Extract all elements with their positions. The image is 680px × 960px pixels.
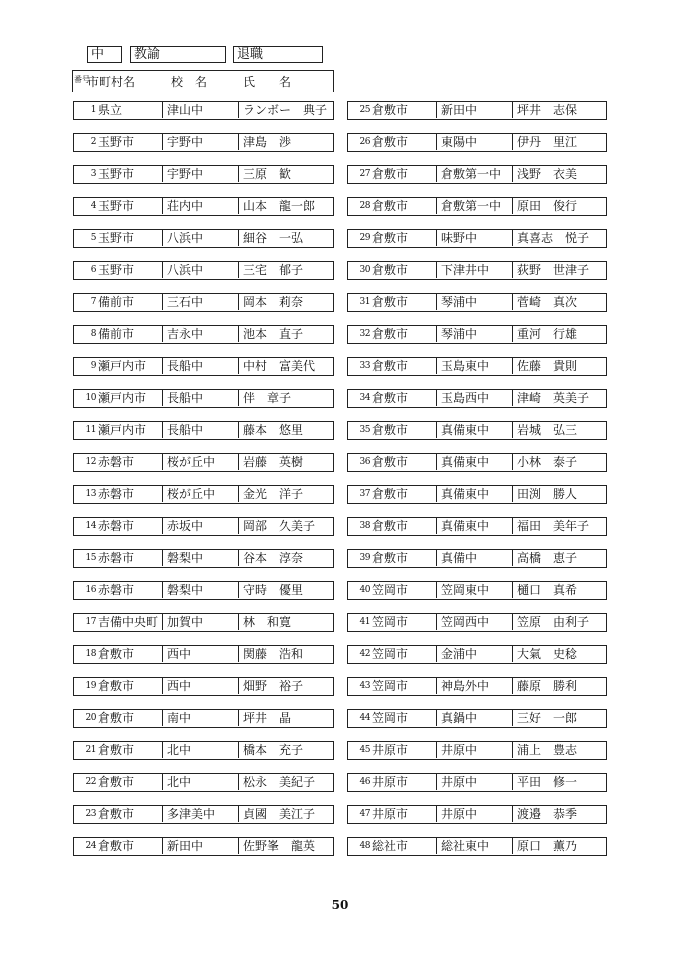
row-school: 真備東中 [439, 422, 513, 438]
row-number: 43 [359, 681, 370, 691]
row-name: 金光 洋子 [243, 487, 304, 501]
row-school: 笠岡東中 [439, 582, 513, 598]
row-name: 真喜志 悦子 [517, 231, 590, 245]
row-city: 赤磐市 [97, 550, 163, 566]
table-row [73, 485, 334, 504]
table-row [73, 677, 334, 696]
row-city: 笠岡市 [371, 678, 437, 694]
row-city: 笠岡市 [371, 614, 437, 630]
row-number: 24 [85, 841, 96, 851]
row-school: 長船中 [165, 390, 239, 406]
row-name: 大氣 史稔 [517, 647, 578, 661]
row-number: 33 [359, 361, 370, 371]
row-number: 42 [359, 649, 370, 659]
row-number: 22 [85, 777, 96, 787]
row-name: 浅野 衣美 [517, 167, 578, 181]
row-name: ランボー 典子 [243, 103, 328, 117]
row-city: 倉敷市 [97, 742, 163, 758]
row-city: 笠岡市 [371, 710, 437, 726]
row-school: 桜が丘中 [165, 486, 239, 502]
row-number: 8 [90, 329, 96, 339]
row-name: 笠原 由利子 [517, 615, 590, 629]
row-name: 渡邉 恭季 [517, 807, 578, 821]
table-row [73, 645, 334, 664]
row-school: 玉島西中 [439, 390, 513, 406]
column-header [72, 70, 334, 92]
table-row [347, 741, 607, 760]
row-name: 守時 優里 [243, 583, 304, 597]
row-school: 桜が丘中 [165, 454, 239, 470]
row-city: 笠岡市 [371, 582, 437, 598]
row-number: 34 [359, 393, 370, 403]
row-city: 倉敷市 [371, 262, 437, 278]
row-name: 松永 美紀子 [243, 775, 316, 789]
table-row [73, 197, 334, 216]
table-row [347, 101, 607, 120]
row-number: 35 [359, 425, 370, 435]
row-number: 13 [85, 489, 96, 499]
row-school: 宇野中 [165, 134, 239, 150]
row-city: 赤磐市 [97, 582, 163, 598]
column-number-label: 番号 [74, 75, 90, 84]
row-number: 7 [90, 297, 96, 307]
table-row [347, 677, 607, 696]
table-row [73, 709, 334, 728]
status-box [233, 46, 323, 63]
row-school: 加賀中 [165, 614, 239, 630]
row-name: 荻野 世津子 [517, 263, 590, 277]
page-number: 50 [331, 898, 349, 912]
row-city: 倉敷市 [97, 838, 163, 854]
row-name: 藤本 悠里 [243, 423, 304, 437]
table-row [73, 613, 334, 632]
row-number: 41 [359, 617, 370, 627]
row-school: 総社東中 [439, 838, 513, 854]
row-school: 八浜中 [165, 230, 239, 246]
row-city: 倉敷市 [371, 518, 437, 534]
row-school: 井原中 [439, 742, 513, 758]
row-number: 25 [359, 105, 370, 115]
row-city: 玉野市 [97, 262, 163, 278]
row-number: 11 [85, 425, 96, 435]
row-school: 津山中 [165, 102, 239, 118]
position-box [130, 46, 226, 63]
row-name: 細谷 一弘 [243, 231, 304, 245]
table-row [73, 549, 334, 568]
row-city: 倉敷市 [371, 294, 437, 310]
table-row [347, 261, 607, 280]
row-city: 赤磐市 [97, 486, 163, 502]
table-row [73, 101, 334, 120]
row-number: 26 [359, 137, 370, 147]
row-school: 玉島東中 [439, 358, 513, 374]
row-name: 伊丹 里江 [517, 135, 578, 149]
table-row [73, 389, 334, 408]
row-city: 倉敷市 [371, 486, 437, 502]
row-school: 北中 [165, 774, 239, 790]
row-number: 37 [359, 489, 370, 499]
row-name: 坪井 志保 [517, 103, 578, 117]
level-box [87, 46, 122, 63]
row-school: 真備東中 [439, 486, 513, 502]
row-number: 9 [90, 361, 96, 371]
row-number: 17 [85, 617, 96, 627]
row-school: 下津井中 [439, 262, 513, 278]
row-school: 真備中 [439, 550, 513, 566]
row-school: 長船中 [165, 422, 239, 438]
row-school: 北中 [165, 742, 239, 758]
row-name: 坪井 晶 [243, 711, 292, 725]
row-number: 18 [85, 649, 96, 659]
table-row [73, 165, 334, 184]
table-row [347, 805, 607, 824]
row-school: 西中 [165, 678, 239, 694]
row-name: 貞國 美江子 [243, 807, 316, 821]
right-roster-table [347, 101, 607, 868]
row-city: 赤磐市 [97, 518, 163, 534]
column-city-label: 市町村名 [87, 75, 136, 89]
row-name: 原田 俊行 [517, 199, 578, 213]
table-row [347, 581, 607, 600]
row-number: 23 [85, 809, 96, 819]
table-row [347, 645, 607, 664]
row-number: 4 [90, 201, 96, 211]
row-name: 樋口 真希 [517, 583, 578, 597]
row-name: 平田 修一 [517, 775, 578, 789]
table-row [347, 357, 607, 376]
row-number: 46 [359, 777, 370, 787]
table-row [73, 453, 334, 472]
table-row [73, 837, 334, 856]
row-city: 倉敷市 [371, 230, 437, 246]
row-name: 池本 直子 [243, 327, 304, 341]
row-city: 倉敷市 [371, 390, 437, 406]
row-school: 赤坂中 [165, 518, 239, 534]
row-school: 新田中 [439, 102, 513, 118]
row-name: 岡本 莉奈 [243, 295, 304, 309]
row-name: 三原 歓 [243, 167, 292, 181]
table-row [347, 837, 607, 856]
row-city: 倉敷市 [371, 166, 437, 182]
row-city: 倉敷市 [371, 358, 437, 374]
row-name: 岩藤 英樹 [243, 455, 304, 469]
row-school: 真備東中 [439, 454, 513, 470]
row-name: 高橋 恵子 [517, 551, 578, 565]
row-number: 14 [85, 521, 96, 531]
table-row [347, 709, 607, 728]
row-number: 29 [359, 233, 370, 243]
row-number: 19 [85, 681, 96, 691]
table-row [73, 421, 334, 440]
table-row [347, 197, 607, 216]
row-number: 21 [85, 745, 96, 755]
row-number: 32 [359, 329, 370, 339]
row-city: 瀬戸内市 [97, 422, 163, 438]
row-school: 倉敷第一中 [439, 198, 513, 214]
table-row [73, 293, 334, 312]
row-city: 備前市 [97, 294, 163, 310]
row-number: 15 [85, 553, 96, 563]
row-number: 48 [359, 841, 370, 851]
row-city: 総社市 [371, 838, 437, 854]
row-name: 山本 龍一郎 [243, 199, 316, 213]
row-city: 倉敷市 [97, 774, 163, 790]
row-school: 新田中 [165, 838, 239, 854]
row-city: 瀬戸内市 [97, 358, 163, 374]
row-name: 浦上 豊志 [517, 743, 578, 757]
row-school: 八浜中 [165, 262, 239, 278]
row-school: 金浦中 [439, 646, 513, 662]
row-city: 倉敷市 [371, 422, 437, 438]
table-row [347, 549, 607, 568]
row-city: 赤磐市 [97, 454, 163, 470]
row-name: 三宅 郁子 [243, 263, 304, 277]
row-city: 玉野市 [97, 198, 163, 214]
row-city: 倉敷市 [97, 710, 163, 726]
row-name: 津島 渉 [243, 135, 292, 149]
row-school: 磐梨中 [165, 550, 239, 566]
row-school: 磐梨中 [165, 582, 239, 598]
row-name: 橋本 充子 [243, 743, 304, 757]
row-number: 20 [85, 713, 96, 723]
row-name: 伴 章子 [243, 391, 292, 405]
row-school: 宇野中 [165, 166, 239, 182]
row-number: 44 [359, 713, 370, 723]
table-row [347, 389, 607, 408]
row-number: 47 [359, 809, 370, 819]
row-name: 畑野 裕子 [243, 679, 304, 693]
row-number: 5 [90, 233, 96, 243]
table-row [347, 229, 607, 248]
table-row [73, 517, 334, 536]
row-school: 真備東中 [439, 518, 513, 534]
row-school: 笠岡西中 [439, 614, 513, 630]
level-label: 中 [91, 47, 105, 62]
row-name: 原口 薫乃 [517, 839, 578, 853]
table-row [347, 613, 607, 632]
row-school: 南中 [165, 710, 239, 726]
row-school: 東陽中 [439, 134, 513, 150]
row-name: 中村 富美代 [243, 359, 316, 373]
row-number: 30 [359, 265, 370, 275]
row-number: 3 [90, 169, 96, 179]
row-city: 玉野市 [97, 134, 163, 150]
row-city: 井原市 [371, 774, 437, 790]
row-name: 重河 行雄 [517, 327, 578, 341]
row-school: 味野中 [439, 230, 513, 246]
row-name: 佐藤 貴則 [517, 359, 578, 373]
row-school: 多津美中 [165, 806, 239, 822]
row-city: 倉敷市 [371, 198, 437, 214]
column-name-label: 氏 名 [243, 75, 292, 89]
row-number: 2 [90, 137, 96, 147]
row-school: 倉敷第一中 [439, 166, 513, 182]
row-name: 田渕 勝人 [517, 487, 578, 501]
row-school: 長船中 [165, 358, 239, 374]
table-row [73, 805, 334, 824]
position-label: 教諭 [134, 47, 161, 62]
row-city: 備前市 [97, 326, 163, 342]
row-number: 6 [90, 265, 96, 275]
row-school: 西中 [165, 646, 239, 662]
row-school: 吉永中 [165, 326, 239, 342]
table-row [347, 421, 607, 440]
row-school: 三石中 [165, 294, 239, 310]
row-city: 倉敷市 [371, 550, 437, 566]
row-name: 藤原 勝利 [517, 679, 578, 693]
row-number: 39 [359, 553, 370, 563]
table-row [347, 133, 607, 152]
table-row [73, 325, 334, 344]
row-school: 琴浦中 [439, 294, 513, 310]
table-row [73, 229, 334, 248]
row-city: 笠岡市 [371, 646, 437, 662]
row-city: 井原市 [371, 742, 437, 758]
table-row [347, 325, 607, 344]
row-name: 谷本 淳奈 [243, 551, 304, 565]
row-city: 県立 [97, 102, 163, 118]
row-name: 津崎 英美子 [517, 391, 590, 405]
row-name: 菅崎 真次 [517, 295, 578, 309]
table-row [73, 773, 334, 792]
row-name: 岡部 久美子 [243, 519, 316, 533]
table-row [347, 517, 607, 536]
row-name: 林 和寛 [243, 615, 292, 629]
row-school: 琴浦中 [439, 326, 513, 342]
row-number: 36 [359, 457, 370, 467]
row-number: 40 [359, 585, 370, 595]
row-number: 16 [85, 585, 96, 595]
table-row [73, 581, 334, 600]
table-row [73, 357, 334, 376]
row-name: 岩城 弘三 [517, 423, 578, 437]
row-school: 神島外中 [439, 678, 513, 694]
table-row [347, 485, 607, 504]
row-school: 井原中 [439, 774, 513, 790]
row-city: 吉備中央町 [97, 614, 163, 630]
left-roster-table [73, 101, 334, 868]
row-number: 12 [85, 457, 96, 467]
row-number: 27 [359, 169, 370, 179]
row-number: 10 [85, 393, 96, 403]
row-city: 玉野市 [97, 166, 163, 182]
table-row [347, 453, 607, 472]
row-name: 福田 美年子 [517, 519, 590, 533]
row-city: 倉敷市 [371, 326, 437, 342]
table-row [347, 165, 607, 184]
status-label: 退職 [237, 47, 264, 62]
row-city: 倉敷市 [97, 646, 163, 662]
row-number: 38 [359, 521, 370, 531]
row-name: 関藤 浩和 [243, 647, 304, 661]
row-name: 小林 泰子 [517, 455, 578, 469]
row-name: 佐野峯 龍英 [243, 839, 316, 853]
row-city: 倉敷市 [371, 134, 437, 150]
row-city: 玉野市 [97, 230, 163, 246]
row-city: 倉敷市 [371, 454, 437, 470]
row-number: 28 [359, 201, 370, 211]
table-row [73, 261, 334, 280]
table-row [347, 293, 607, 312]
row-school: 井原中 [439, 806, 513, 822]
row-name: 三好 一郎 [517, 711, 578, 725]
row-city: 井原市 [371, 806, 437, 822]
row-city: 倉敷市 [97, 806, 163, 822]
row-city: 倉敷市 [97, 678, 163, 694]
table-row [347, 773, 607, 792]
column-school-label: 校 名 [171, 75, 208, 89]
row-number: 1 [90, 105, 96, 115]
table-row [73, 741, 334, 760]
table-row [73, 133, 334, 152]
row-city: 倉敷市 [371, 102, 437, 118]
row-city: 瀬戸内市 [97, 390, 163, 406]
row-number: 45 [359, 745, 370, 755]
row-school: 荘内中 [165, 198, 239, 214]
row-school: 真鍋中 [439, 710, 513, 726]
row-number: 31 [359, 297, 370, 307]
